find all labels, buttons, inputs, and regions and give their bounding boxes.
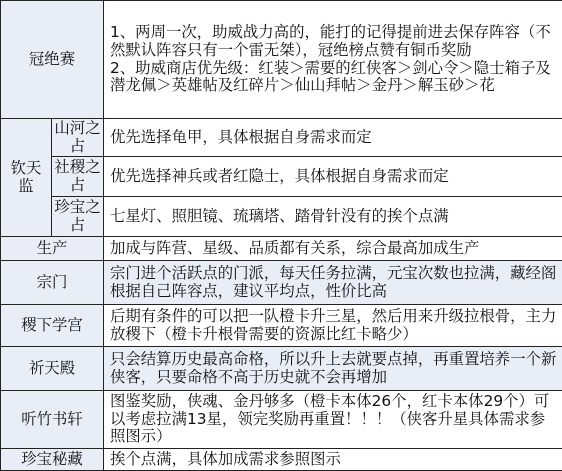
table-row — [1, 391, 562, 449]
row-category: 稷下学宫 — [1, 305, 104, 347]
table-row — [1, 347, 562, 391]
table-row — [1, 261, 562, 305]
row-description: 图鉴奖励，侠魂、金丹够多（橙卡本体26个，红卡本体29个）可以考虑拉满13星，领完奖励再重置！！！（侠客升星具体需求参照图示） — [104, 391, 562, 449]
row-category: 珍宝秘藏 — [1, 449, 104, 471]
row-description: 只会结算历史最高命格，所以升上去就要点掉，再重置培养一个新侠客，只要命格不高于历史就不会再增加 — [104, 347, 562, 391]
row-category: 冠绝赛 — [1, 1, 104, 119]
table-row — [1, 1, 562, 119]
table-row — [1, 449, 562, 471]
row-category: 宗门 — [1, 261, 104, 305]
row-description: 七星灯、照胆镜、琉璃塔、踏骨针没有的挨个点满 — [104, 197, 562, 237]
table-row — [1, 305, 562, 347]
row-category: 祈天殿 — [1, 347, 104, 391]
row-description: 宗门进个活跃点的门派，每天任务拉满，元宝次数也拉满，藏经阁根据自己阵容点，建议平均点，性价比高 — [104, 261, 562, 305]
row-description-text: 1、两周一次，助威战力高的，能打的记得提前进去保存阵容（不然默认阵容只有一个雷无桀），冠绝榜点赞有铜币奖励 2、助威商店优先级：红装＞需要的红侠客＞剑心令＞隐士箱子及潜龙佩＞英雄帖及红碎片＞仙山拜帖＞金丹＞解玉砂＞花 — [110, 23, 551, 95]
row-description: 优先选择神兵或者红隐士，具体根据自身需求而定 — [104, 157, 562, 197]
table-row — [1, 157, 562, 197]
row-subcategory: 社稷之占 — [52, 157, 104, 197]
table-row — [1, 237, 562, 261]
table-row — [1, 119, 562, 157]
row-category: 生产 — [1, 237, 104, 261]
row-description — [104, 1, 562, 119]
row-category: 钦天监 — [1, 119, 52, 237]
row-description: 后期有条件的可以把一队橙卡升三星，然后用来升级拉根骨，主力放稷下（橙卡升根骨需要的资源比红卡略少） — [104, 305, 562, 347]
table-row — [1, 197, 562, 237]
row-subcategory: 山河之占 — [52, 119, 104, 157]
row-category: 听竹书轩 — [1, 391, 104, 449]
row-description: 优先选择龟甲，具体根据自身需求而定 — [104, 119, 562, 157]
row-subcategory: 珍宝之占 — [52, 197, 104, 237]
row-description: 挨个点满，具体加成需求参照图示 — [104, 449, 562, 471]
row-description: 加成与阵营、星级、品质都有关系，综合最高加成生产 — [104, 237, 562, 261]
